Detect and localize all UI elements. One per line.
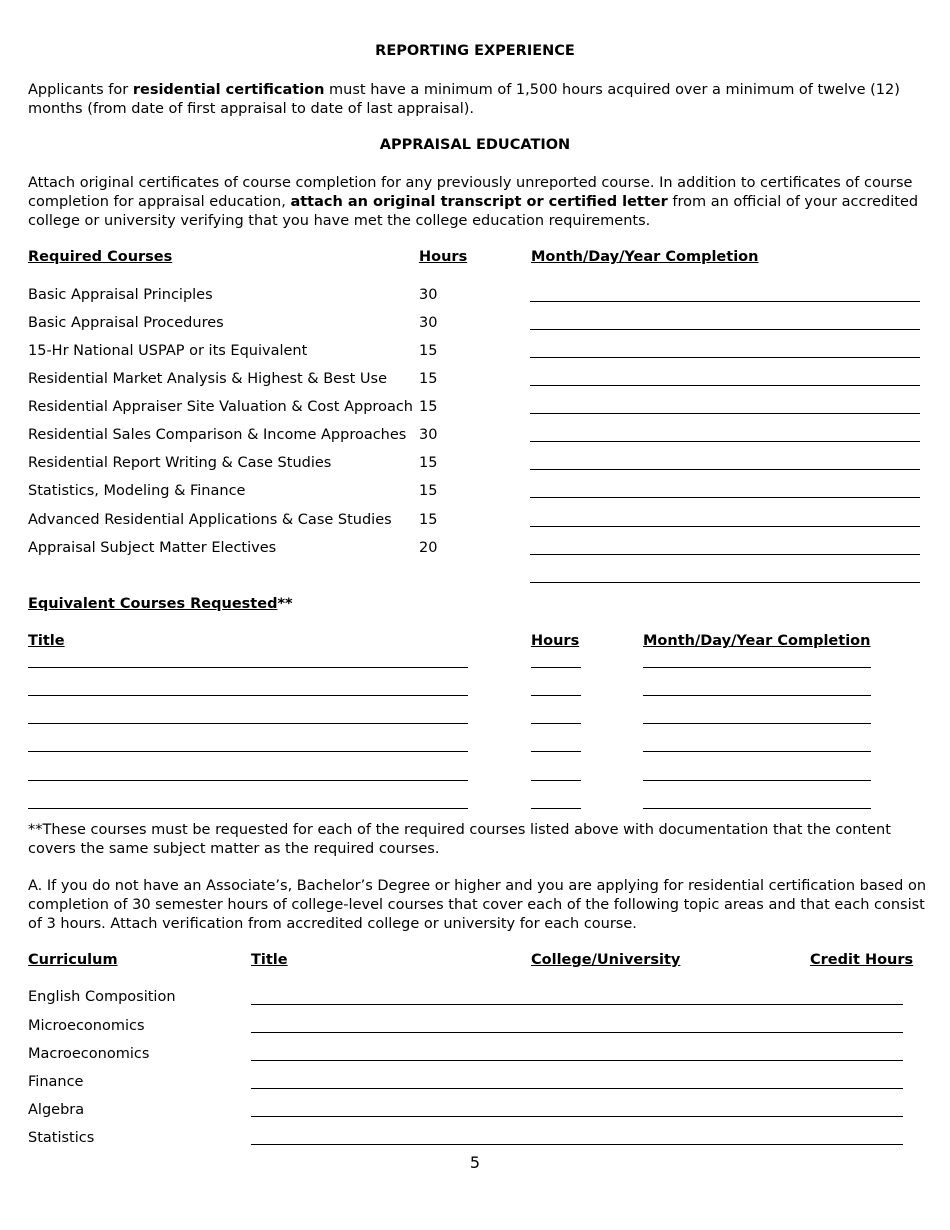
education-text-b: attach an original transcript or certified letter: [290, 194, 668, 210]
curriculum-entry-field[interactable]: [251, 1004, 903, 1005]
course-name: Residential Report Writing & Case Studies: [28, 455, 332, 471]
equivalent-date-header: Month/Day/Year Completion: [643, 633, 871, 649]
course-name: Appraisal Subject Matter Electives: [28, 540, 277, 556]
curriculum-credit-header: Credit Hours: [810, 952, 914, 968]
education-paragraph: [28, 174, 928, 231]
course-name: Basic Appraisal Procedures: [28, 315, 224, 331]
equivalent-title-field[interactable]: [28, 723, 468, 724]
required-date-header: Month/Day/Year Completion: [531, 249, 759, 265]
curriculum-topic: Statistics: [28, 1130, 95, 1146]
curriculum-entry-field[interactable]: [251, 1060, 903, 1061]
reporting-paragraph: [28, 81, 928, 119]
curriculum-entry-field[interactable]: [251, 1088, 903, 1089]
course-name: Residential Appraiser Site Valuation & Cost Approach: [28, 399, 413, 415]
completion-date-field[interactable]: [530, 385, 920, 386]
equivalent-heading-text: Equivalent Courses Requested: [28, 596, 278, 612]
course-name: Advanced Residential Applications & Case Studies: [28, 512, 392, 528]
reporting-text-a: Applicants for: [28, 82, 133, 98]
course-name: Residential Market Analysis & Highest & Best Use: [28, 371, 388, 387]
course-name: Residential Sales Comparison & Income Approaches: [28, 427, 407, 443]
equivalent-date-field[interactable]: [643, 695, 871, 696]
reporting-text-b: residential certification: [132, 82, 325, 98]
curriculum-title-header: Title: [251, 952, 288, 968]
course-hours: 30: [419, 287, 438, 303]
completion-date-field[interactable]: [530, 329, 920, 330]
course-hours: 20: [419, 540, 438, 556]
reporting-heading: REPORTING EXPERIENCE: [375, 43, 575, 59]
education-text-a: Attach original certificates of course completion for any previously unreported course. In addition to certificates of course completion for appraisal education,: [28, 175, 913, 210]
equivalent-hours-field[interactable]: [531, 667, 581, 668]
curriculum-topic: Finance: [28, 1074, 84, 1090]
equivalent-date-field[interactable]: [643, 723, 871, 724]
course-name: 15-Hr National USPAP or its Equivalent: [28, 343, 308, 359]
completion-date-field[interactable]: [530, 554, 920, 555]
completion-date-field[interactable]: [530, 469, 920, 470]
curriculum-entry-field[interactable]: [251, 1032, 903, 1033]
equivalent-date-field[interactable]: [643, 667, 871, 668]
equivalent-hours-field[interactable]: [531, 751, 581, 752]
required-courses-header: Required Courses: [28, 249, 173, 265]
curriculum-college-header: College/University: [531, 952, 681, 968]
equivalent-title-field[interactable]: [28, 751, 468, 752]
course-hours: 30: [419, 427, 438, 443]
course-hours: 15: [419, 455, 438, 471]
curriculum-entry-field[interactable]: [251, 1144, 903, 1145]
equivalent-title-field[interactable]: [28, 780, 468, 781]
equivalent-hours-header: Hours: [531, 633, 580, 649]
course-hours: 15: [419, 483, 438, 499]
education-text-c: from an official of your accredited college or university verifying that you have met the college education requirements.: [28, 194, 919, 229]
curriculum-entry-field[interactable]: [251, 1116, 903, 1117]
curriculum-topic: English Composition: [28, 989, 176, 1005]
equivalent-title-header: Title: [28, 633, 65, 649]
curriculum-topic: Macroeconomics: [28, 1046, 150, 1062]
course-hours: 15: [419, 512, 438, 528]
completion-date-field[interactable]: [530, 497, 920, 498]
equivalent-heading: [28, 596, 293, 612]
equivalent-date-field[interactable]: [643, 751, 871, 752]
curriculum-header: Curriculum: [28, 952, 118, 968]
equivalent-date-field[interactable]: [643, 808, 871, 809]
page-number: 5: [469, 1153, 481, 1172]
completion-date-field[interactable]: [530, 526, 920, 527]
section-a-paragraph: A. If you do not have an Associate’s, Bachelor’s Degree or higher and you are applying for residential certification based on completion of 30 semester hours of college-level courses that cover each of the following topic areas and that each consist of 3 hours. Attach verification from accredited college or university for each course.: [28, 878, 927, 932]
completion-date-field[interactable]: [530, 357, 920, 358]
equivalent-heading-suffix: **: [277, 596, 293, 612]
completion-date-field[interactable]: [530, 413, 920, 414]
course-hours: 15: [419, 343, 438, 359]
required-hours-header: Hours: [419, 249, 468, 265]
course-hours: 15: [419, 371, 438, 387]
equivalent-hours-field[interactable]: [531, 780, 581, 781]
curriculum-topic: Microeconomics: [28, 1018, 145, 1034]
equivalent-title-field[interactable]: [28, 695, 468, 696]
equivalent-hours-field[interactable]: [531, 695, 581, 696]
reporting-text-c: must have a minimum of 1,500 hours acquired over a minimum of twelve (12) months (from date of first appraisal to date of last appraisal).: [28, 82, 900, 117]
equivalent-date-field[interactable]: [643, 780, 871, 781]
completion-date-field[interactable]: [530, 441, 920, 442]
course-name: Basic Appraisal Principles: [28, 287, 213, 303]
equivalent-hours-field[interactable]: [531, 808, 581, 809]
course-hours: 15: [419, 399, 438, 415]
equivalent-note: **These courses must be requested for each of the required courses listed above with documentation that the content covers the same subject matter as the required courses.: [28, 822, 891, 857]
course-name: Statistics, Modeling & Finance: [28, 483, 246, 499]
equivalent-title-field[interactable]: [28, 808, 468, 809]
equivalent-title-field[interactable]: [28, 667, 468, 668]
curriculum-topic: Algebra: [28, 1102, 85, 1118]
completion-date-field[interactable]: [530, 582, 920, 583]
completion-date-field[interactable]: [530, 301, 920, 302]
education-heading: APPRAISAL EDUCATION: [379, 137, 571, 153]
equivalent-hours-field[interactable]: [531, 723, 581, 724]
course-hours: 30: [419, 315, 438, 331]
